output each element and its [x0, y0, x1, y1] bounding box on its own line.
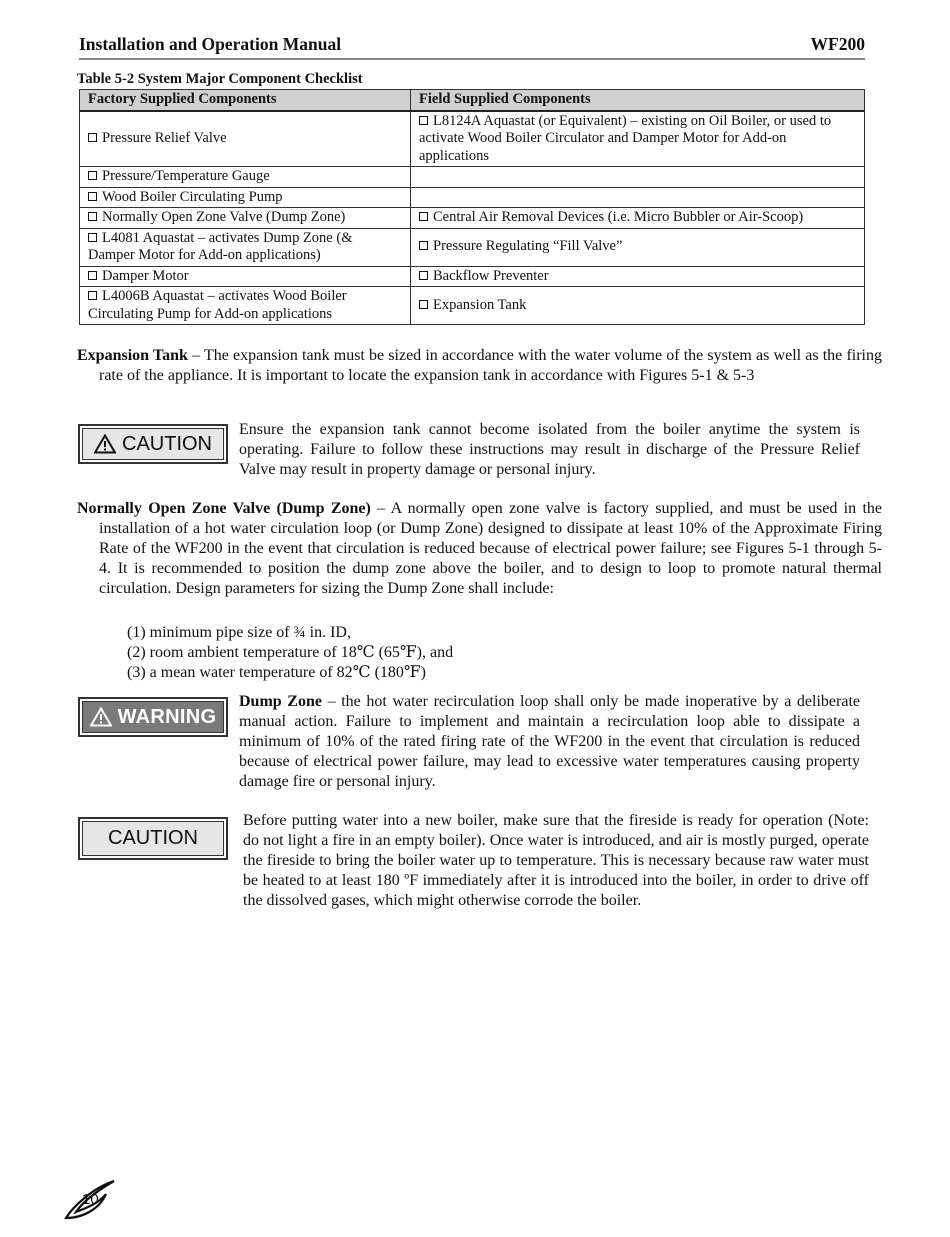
expansion-tank-paragraph	[77, 346, 882, 386]
table-row	[80, 287, 865, 325]
field-component-cell	[411, 111, 865, 167]
component-label: Damper Motor	[102, 267, 189, 284]
list-item: (3) a mean water temperature of 82℃ (180℉)	[127, 664, 426, 681]
field-component-cell	[411, 228, 865, 266]
expansion-tank-text: – The expansion tank must be sized in accordance with the water volume of the system as well as the firing rate of the appliance. It is important to locate the expansion tank in accordance with Figures 5-1 & 5-3	[99, 347, 882, 384]
warning-triangle-icon	[90, 707, 112, 727]
factory-component-cell	[80, 111, 411, 167]
checkbox-icon	[88, 271, 97, 280]
dump-zone-text: – A normally open zone valve is factory supplied, and must be used in the installation of a hot water circulation loop (or Dump Zone) designed to dissipate at least 10% of the Approximate Firing Rate of the WF200 in the event that circulation is reduced because of electrical power failure; see Figures 5-1 through 5-4. It is recommended to position the dump zone above the boiler, and to design to loop to promote natural thermal circulation. Design parameters for sizing the Dump Zone shall include:	[99, 500, 882, 597]
checkbox-icon	[88, 212, 97, 221]
table-row	[80, 266, 865, 287]
component-label: Backflow Preventer	[433, 267, 549, 284]
table-header-row	[80, 90, 865, 111]
expansion-tank-term: Expansion Tank	[77, 347, 188, 364]
factory-component-cell	[80, 228, 411, 266]
field-component-cell	[411, 287, 865, 325]
checkbox-icon	[88, 171, 97, 180]
checkbox-icon	[419, 271, 428, 280]
warning-text	[239, 692, 860, 792]
component-checklist-table	[79, 89, 865, 325]
caution-label-2: CAUTION	[108, 827, 198, 849]
caution-badge	[78, 424, 228, 464]
manual-title: Installation and Operation Manual	[79, 34, 342, 54]
model-name: WF200	[810, 34, 865, 54]
dump-zone-term: Normally Open Zone Valve (Dump Zone)	[77, 500, 371, 517]
table-body	[80, 111, 865, 325]
table-row	[80, 228, 865, 266]
component-label: Pressure Regulating “Fill Valve”	[433, 238, 623, 255]
checkbox-icon	[419, 241, 428, 250]
component-label: Central Air Removal Devices (i.e. Micro Bubbler or Air-Scoop)	[433, 209, 804, 225]
caution-badge-2	[78, 817, 228, 860]
field-component-cell	[411, 266, 865, 287]
caution-text-2: Before putting water into a new boiler, make sure that the fireside is ready for operation (Note: do not light a fire in an empty boiler). Once water is introduced, and air is mostly purged, operate the fireside to bring the boiler water up to temperature. This is necessary because raw water must be heated to at least 180 ºF immediately after it is introduced into the boiler, in order to drive off the dissolved gases, which might otherwise corrode the boiler.	[243, 812, 869, 909]
warning-label: WARNING	[117, 705, 217, 728]
warning-badge	[78, 697, 228, 737]
component-label: L8124A Aquastat (or Equivalent) – existing on Oil Boiler, or used to activate Wood Boiler Circulator and Damper Motor for Add-on applications	[419, 112, 832, 164]
field-component-cell	[411, 187, 865, 208]
column-header-field: Field Supplied Components	[411, 90, 865, 111]
table-row	[80, 111, 865, 167]
design-parameters-list	[127, 623, 453, 683]
checkbox-icon	[419, 116, 428, 125]
table-row	[80, 187, 865, 208]
page-header	[79, 34, 865, 60]
checkbox-icon	[88, 133, 97, 142]
checkbox-icon	[419, 300, 428, 309]
component-label: Normally Open Zone Valve (Dump Zone)	[102, 209, 346, 225]
field-component-cell	[411, 167, 865, 188]
component-label: Wood Boiler Circulating Pump	[102, 188, 283, 205]
table-row	[80, 208, 865, 229]
list-item: (1) minimum pipe size of ¾ in. ID,	[127, 624, 351, 641]
checkbox-icon	[88, 192, 97, 201]
factory-component-cell	[80, 187, 411, 208]
page-number: 10	[82, 1191, 99, 1208]
column-header-factory: Factory Supplied Components	[80, 90, 411, 111]
warning-term: Dump Zone	[239, 693, 322, 710]
caution-text: Ensure the expansion tank cannot become isolated from the boiler anytime the system is operating. Failure to follow these instructions may result in discharge of the Pressure Relief Valve may result in property damage or personal injury.	[239, 421, 860, 478]
dump-zone-paragraph	[77, 499, 882, 599]
checkbox-icon	[88, 291, 97, 300]
caution-label: CAUTION	[122, 432, 212, 455]
component-label: L4006B Aquastat – activates Wood Boiler Circulating Pump for Add-on applications	[88, 288, 347, 322]
factory-component-cell	[80, 287, 411, 325]
component-label: Pressure/Temperature Gauge	[102, 168, 270, 184]
component-label: Pressure Relief Valve	[102, 130, 227, 146]
list-item: (2) room ambient temperature of 18℃ (65℉), and	[127, 644, 454, 661]
factory-component-cell	[80, 266, 411, 287]
checkbox-icon	[419, 212, 428, 221]
checkbox-icon	[88, 233, 97, 242]
warning-body: – the hot water recirculation loop shall only be made inoperative by a deliberate manual action. Failure to implement and maintain a recirculation loop able to dissipate a minimum of 10% of the rated firing rate of the WF200 in the event that circulation is reduced because of electrical power failure, may lead to excessive water temperatures causing property damage fire or personal injury.	[239, 693, 860, 790]
field-component-cell	[411, 208, 865, 229]
table-row	[80, 167, 865, 188]
component-label: L4081 Aquastat – activates Dump Zone (& Damper Motor for Add-on applications)	[88, 229, 353, 263]
component-label: Expansion Tank	[433, 296, 527, 313]
warning-triangle-icon	[94, 434, 116, 454]
factory-component-cell	[80, 167, 411, 188]
table-caption: Table 5-2 System Major Component Checklist	[77, 71, 363, 87]
factory-component-cell	[80, 208, 411, 229]
